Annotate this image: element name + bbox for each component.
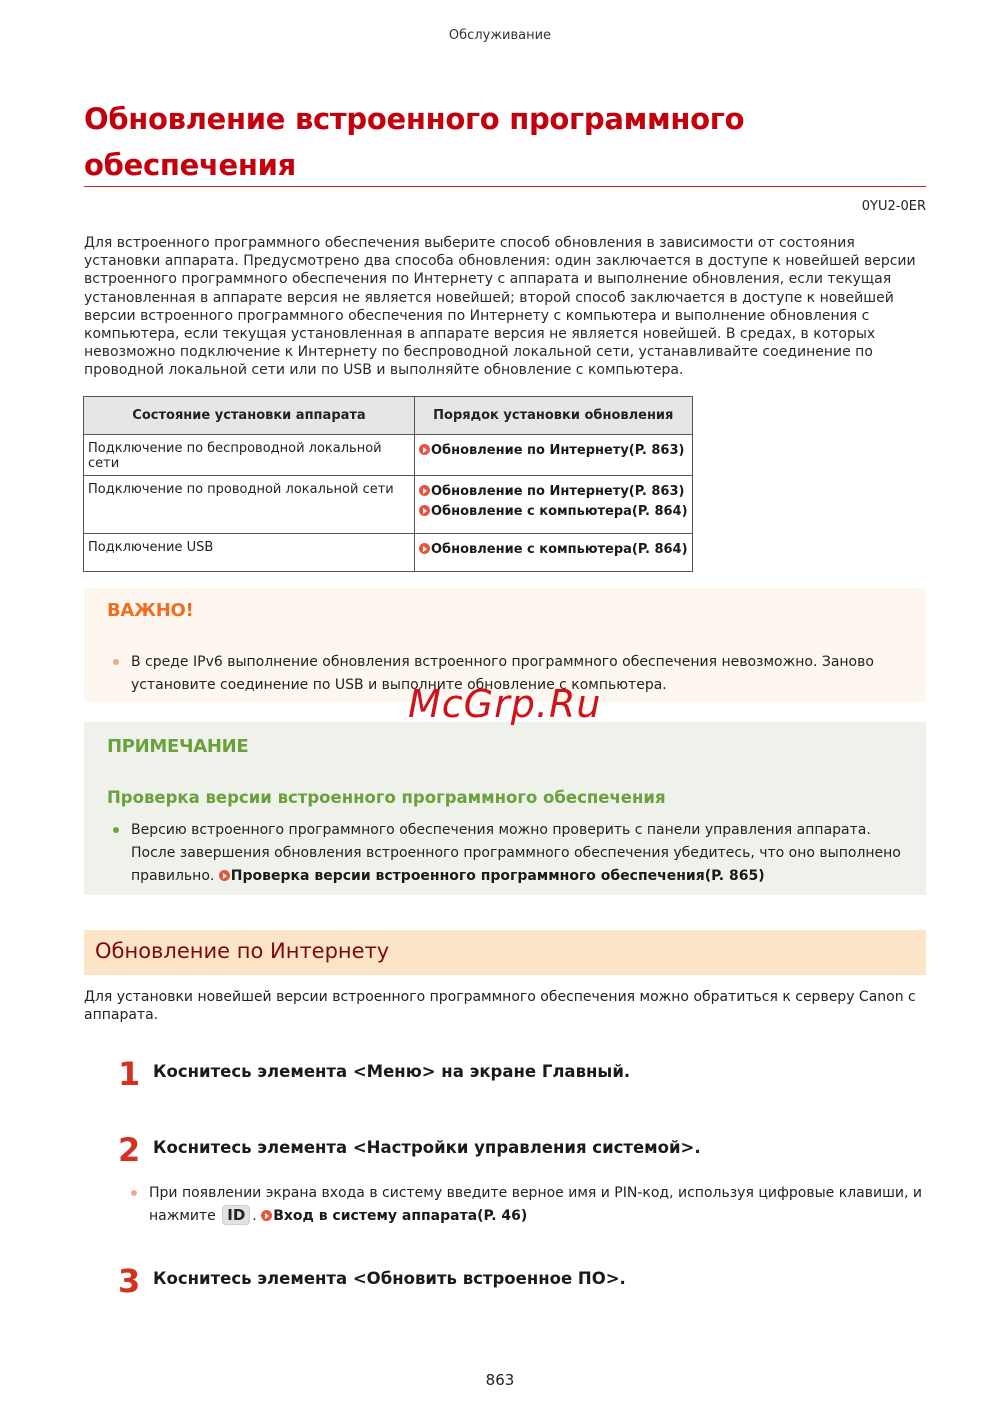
step-text: Коснитесь элемента <Обновить встроенное ПО>. — [153, 1269, 626, 1288]
note-subtitle: Проверка версии встроенного программного обеспечения — [107, 788, 666, 807]
id-key-icon: ID — [222, 1205, 250, 1225]
link-login[interactable]: Вход в систему аппарата(P. 46) — [261, 1208, 527, 1224]
table-cell-methods — [415, 534, 693, 572]
page-title-line-1: Обновление встроенного программного — [84, 102, 745, 136]
step-number: 2 — [118, 1131, 141, 1169]
note-title: ПРИМЕЧАНИЕ — [107, 736, 249, 757]
link-update-computer[interactable]: Обновление с компьютера(P. 864) — [419, 502, 688, 522]
link-update-internet[interactable]: Обновление по Интернету(P. 863) — [419, 441, 688, 461]
arrow-right-circle-icon — [219, 870, 230, 881]
table-row — [84, 476, 693, 534]
arrow-right-circle-icon — [419, 444, 430, 455]
section-intro: Для установки новейшей версии встроенного программного обеспечения можно обратиться к серверу Canon с аппарата. — [84, 989, 916, 1024]
step-number: 3 — [118, 1262, 141, 1300]
page-number: 863 — [485, 1371, 515, 1389]
important-list-item: В среде IPv6 выполнение обновления встроенного программного обеспечения невозможно. Заново установите соединение по USB и выполните обновление с компьютера. — [113, 651, 913, 697]
step-note-item: При появлении экрана входа в систему введите верное имя и PIN-код, используя цифровые клавиши, и нажмите ID . Вход в систему аппарата(P. 46) — [131, 1182, 931, 1228]
table-cell-status: Подключение по беспроводной локальной сети — [84, 435, 415, 476]
bullet-icon — [113, 827, 119, 833]
table-cell-methods — [415, 476, 693, 534]
note-list-item: Версию встроенного программного обеспечения можно проверить с панели управления аппарата. После завершения обновления встроенного программного обеспечения убедитесь, что оно выполнено правильно. Проверка версии встроенного программного обеспечения(P. 865) — [113, 819, 913, 888]
arrow-right-circle-icon — [419, 543, 430, 554]
table-row — [84, 534, 693, 572]
link-update-computer[interactable]: Обновление с компьютера(P. 864) — [419, 540, 688, 560]
table-header-status: Состояние установки аппарата — [84, 397, 415, 435]
arrow-right-circle-icon — [419, 505, 430, 516]
link-update-internet[interactable]: Обновление по Интернету(P. 863) — [419, 482, 688, 502]
bullet-icon — [113, 659, 119, 665]
step-text: Коснитесь элемента <Настройки управления системой>. — [153, 1138, 701, 1157]
arrow-right-circle-icon — [261, 1210, 272, 1221]
intro-paragraph: Для встроенного программного обеспечения выберите способ обновления в зависимости от состояния установки аппарата. Предусмотрено два способа обновления: один заключается в доступе к новейшей версии встроенного программного обеспечения по Интернету с аппарата и выполнение обновления, если текущая установленная в аппарате версия не является новейшей; второй способ заключается в доступе к новейшей версии встроенного программного обеспечения по Интернету с компьютера и выполнение обновления с компьютера, если текущая установленная в аппарате версия не является новейшей. В средах, в которых невозможно подключение к Интернету по беспроводной локальной сети, устанавливайте соединение по проводной локальной сети или по USB и выполняйте обновление с компьютера. — [84, 235, 916, 379]
table-cell-status: Подключение по проводной локальной сети — [84, 476, 415, 534]
running-header: Обслуживание — [448, 28, 552, 43]
table-row — [84, 435, 693, 476]
page-title — [84, 96, 926, 188]
watermark: McGrp.Ru — [408, 682, 602, 726]
link-check-firmware-version[interactable]: Проверка версии встроенного программного обеспечения(P. 865) — [219, 868, 765, 884]
step-text: Коснитесь элемента <Меню> на экране Главный. — [153, 1062, 631, 1081]
important-title: ВАЖНО! — [107, 600, 194, 621]
section-title: Обновление по Интернету — [95, 939, 390, 963]
table-cell-status: Подключение USB — [84, 534, 415, 572]
document-code: 0YU2-0ER — [861, 199, 926, 214]
page-title-line-2: обеспечения — [84, 148, 296, 182]
arrow-right-circle-icon — [419, 485, 430, 496]
title-divider — [84, 186, 926, 187]
table-header-row — [84, 397, 693, 435]
bullet-icon — [131, 1190, 137, 1196]
step-number: 1 — [118, 1055, 141, 1093]
table-cell-methods — [415, 435, 693, 476]
table-header-method: Порядок установки обновления — [415, 397, 693, 435]
update-method-table — [83, 396, 693, 572]
